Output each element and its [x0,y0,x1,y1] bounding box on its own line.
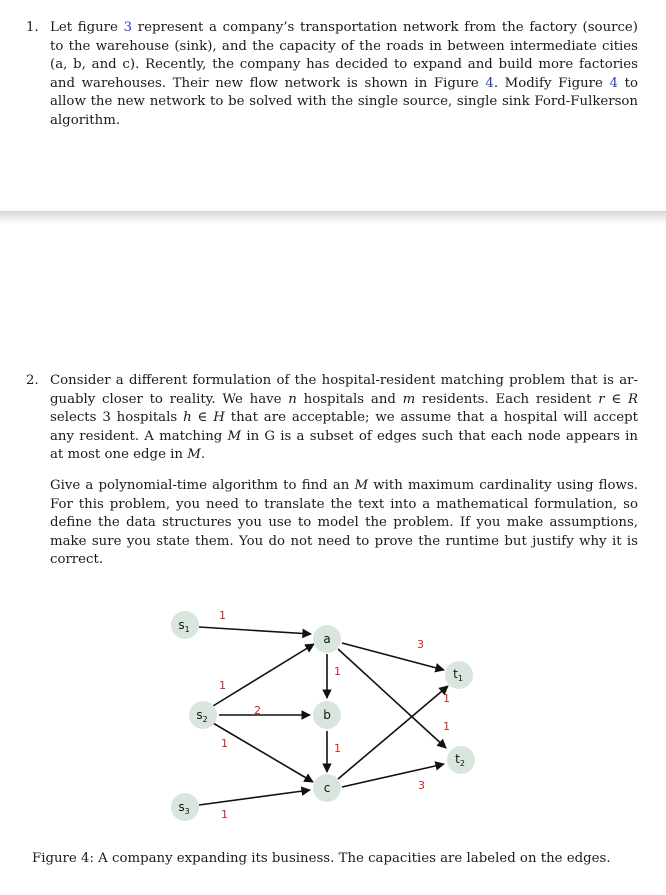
node-label-s3: $s_3$ [178,800,190,816]
edge-s2-c [213,723,313,782]
capacity-s2-c: 1 [221,737,228,750]
question-2-part-2: Give a polynomial-time algorithm to find an M with maximum cardinality using flows. For this problem, you need to translate the text into a mathematical formulation, so define the data structures you use to model the problem. If you make assumptions, make sure you state them. You do not need to prove the runtime but justify why it is correct. [50,478,638,568]
capacity-b-c: 1 [334,742,341,755]
capacity-a-t1: 3 [417,638,424,651]
capacity-s2-b: 2 [254,704,261,717]
question-2: 2. Consider a different formulation of the hospital-resident matching problem that is arguably closer to reality. We have n hospitals and m residents. Each resident r ∈ R selects 3 hospitals h ∈ H that are acceptable; we assume that a hospital will accept any resident. A matching M in G is a subset of edges such that each node appears in at most one edge in M. [26,373,638,463]
edge-c-t2 [342,764,444,787]
capacity-a-t2: 1 [443,692,450,705]
edge-s1-a [199,627,311,634]
capacity-s3-c: 1 [221,808,228,821]
edge-s2-a [213,644,314,706]
capacity-a-b: 1 [334,665,341,678]
node-label-b: b [323,708,331,722]
node-label-t1: $t_1$ [453,667,463,683]
capacity-c-t2: 3 [418,779,425,792]
node-label-a: a [323,632,331,646]
capacity-s1-a: 1 [219,609,226,622]
figure-caption: Figure 4: A company expanding its business. The capacities are labeled on the edges. [32,851,611,866]
question-2-number: 2. [26,373,39,388]
figure-ref-link[interactable]: 3 [123,20,133,35]
node-label-t2: $t_2$ [455,752,465,768]
capacity-c-t1: 1 [443,720,450,733]
question-1-number: 1. [26,20,39,35]
node-label-s1: $s_1$ [178,618,190,634]
capacity-s2-a: 1 [219,679,226,692]
figure-ref-link[interactable]: 4 [485,75,494,91]
node-label-c: c [323,781,331,795]
figure-ref-link[interactable]: 4 [609,75,619,91]
question-1: 1. Let figure 3 represent a company’s transportation network from the factory (source) to the warehouse (sink), and the capacity of the roads in between intermediate cities (a, b, and c). Recently, the company has decided to expand and build more factories and warehouses. Their new flow network is shown in Figure 4. Modify Figure 4 to allow the new network to be solved with the single source, single sink Ford-Fulkerson algorithm. [26,20,638,128]
node-label-s2: $s_2$ [196,708,208,724]
edge-s3-c [199,790,310,805]
